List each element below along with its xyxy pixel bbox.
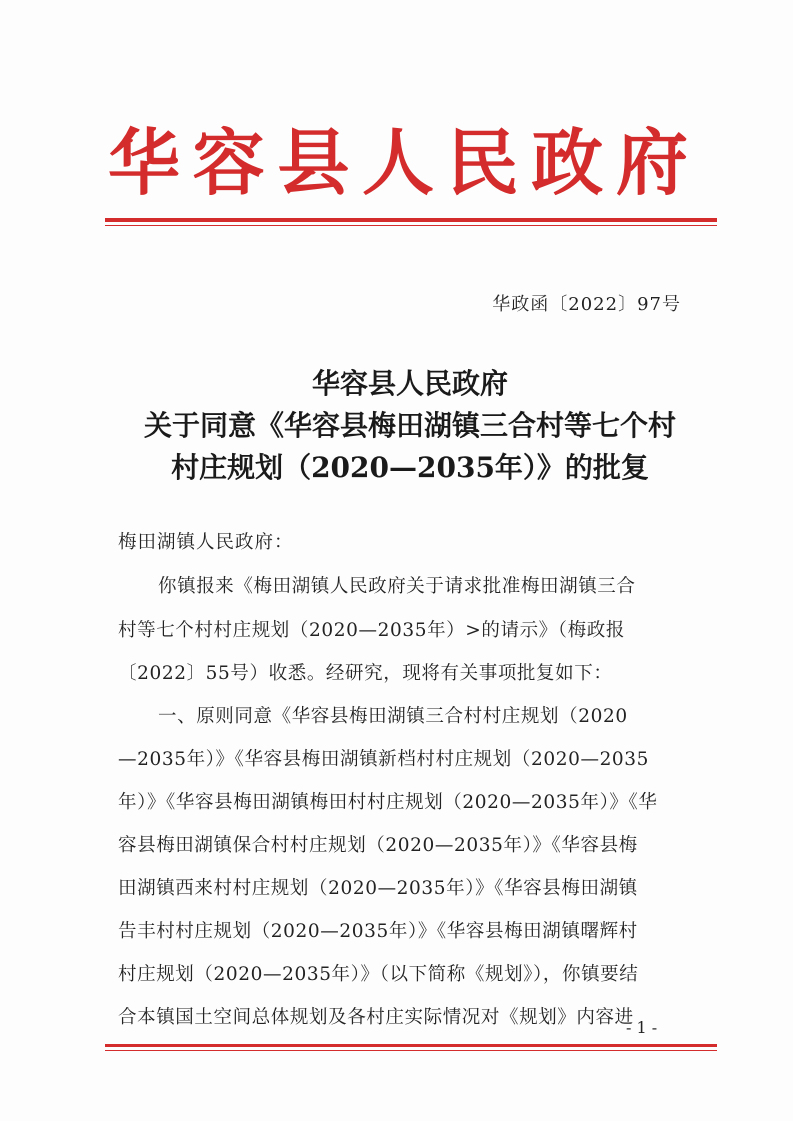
body-line: 田湖镇西来村村庄规划（2020—2035年）》《华容县梅田湖镇 — [118, 878, 638, 899]
title-line-3: 村庄规划（2020—2035年）》的批复 — [171, 451, 649, 484]
body-line: 村等七个村村庄规划（2020—2035年）>的请示》（梅政报 — [118, 620, 625, 641]
masthead-char: 人 — [361, 120, 434, 205]
government-masthead — [108, 118, 688, 208]
body-line: 〔2022〕55号）收悉。经研究，现将有关事项批复如下： — [118, 663, 613, 684]
masthead-char: 府 — [615, 120, 688, 205]
body-line: 容县梅田湖镇保合村村庄规划（2020—2035年）》《华容县梅 — [118, 835, 638, 856]
body-line: 你镇报来《梅田湖镇人民政府关于请求批准梅田湖镇三合 — [158, 576, 636, 597]
masthead-char: 民 — [446, 120, 519, 205]
body-line: —2035年）》《华容县梅田湖镇新档村村庄规划（2020—2035 — [118, 749, 650, 770]
body-line: 村庄规划（2020—2035年）》（以下简称《规划》），你镇要结 — [118, 964, 639, 985]
salutation: 梅田湖镇人民政府： — [118, 532, 294, 553]
body-line: 告丰村村庄规划（2020—2035年）》《华容县梅田湖镇曙辉村 — [118, 921, 638, 942]
body-line: 一、原则同意《华容县梅田湖镇三合村村庄规划（2020 — [158, 706, 628, 727]
masthead-char: 容 — [192, 120, 265, 205]
header-red-rule-thin — [105, 225, 717, 226]
masthead-char: 华 — [108, 120, 181, 205]
body-line: 年）》《华容县梅田湖镇梅田村村庄规划（2020—2035年）》《华 — [118, 792, 658, 813]
page-number: - 1 - — [626, 1018, 658, 1037]
title-line-1: 华容县人民政府 — [311, 367, 508, 400]
header-red-rule — [105, 218, 717, 222]
footer-red-rule — [105, 1044, 717, 1047]
footer-red-rule-thin — [105, 1050, 717, 1051]
masthead-char: 政 — [531, 120, 604, 205]
document-number: 华政函〔2022〕97号 — [492, 294, 681, 315]
masthead-char: 县 — [277, 120, 350, 205]
body-line: 合本镇国土空间总体规划及各村庄实际情况对《规划》内容进 — [118, 1007, 634, 1028]
title-line-2: 关于同意《华容县梅田湖镇三合村等七个村 — [143, 409, 676, 442]
